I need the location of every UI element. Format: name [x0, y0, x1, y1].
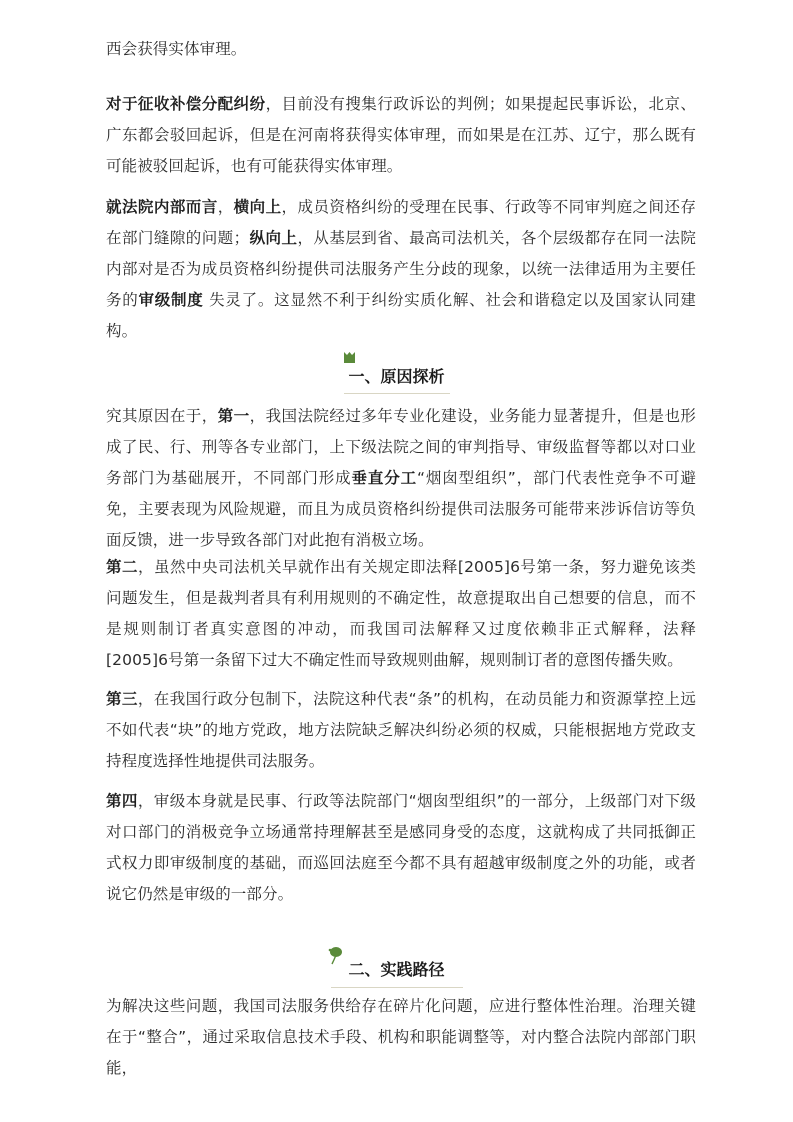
section-title: 一、原因探析	[348, 367, 445, 386]
paragraph-text: ，成员资格纠纷的受理在民事、行政等不同审判庭之间还存在部门缝隙的问题；	[106, 198, 696, 247]
green-flag-icon	[343, 351, 356, 364]
paragraph-court-internal	[106, 192, 696, 347]
bold-lead: 第四	[106, 792, 138, 810]
paragraph-reason-one	[106, 401, 696, 556]
paragraph-text: “烟囱型组织”，部门代表性竞争不可避免，主要表现为风险规避，而且为成员资格纠纷提供司法服务可能带来涉诉信访等负面反馈，进一步导致各部门对此抱有消极立场。	[106, 469, 696, 549]
bold-lead: 第一	[217, 407, 250, 425]
paragraph-text: ，虽然中央司法机关早就作出有关规定即法释[2005]6号第一条，努力避免该类问题发生，但是裁判者具有利用规则的不确定性，故意提取出自己想要的信息，而不是规则制订者真实意图的冲动，而我国司法解释又过度依赖非正式解释，法释[2005]6号第一条留下过大不确定性而导致规则曲解，规则制订者的意图传播失败。	[106, 558, 696, 669]
paragraph-text: 为解决这些问题，我国司法服务供给存在碎片化问题，应进行整体性治理。治理关键在于“整合”，通过采取信息技术手段、机构和职能调整等，对内整合法院内部部门职能，	[106, 997, 696, 1077]
paragraph-text: 失灵了。这显然不利于纠纷实质化解、社会和谐稳定以及国家认同建构。	[106, 291, 696, 340]
bold-lead: 对于征收补偿分配纠纷	[106, 95, 266, 113]
paragraph-compensation-disputes	[106, 89, 696, 182]
paragraph-reason-four	[106, 786, 696, 910]
paragraph-reason-two	[106, 552, 696, 676]
heading-underline	[344, 393, 450, 394]
bold-lead: 第三	[106, 690, 138, 708]
bold-lead: 第二	[106, 558, 138, 576]
heading-underline	[331, 987, 463, 988]
paragraph-text: ，我国法院经过多年专业化建设，业务能力显著提升，但是也形成了民、行、刑等各专业部门，上下级法院之间的审判指导、审级监督等都以对口业务部门为基础展开，不同部门形成	[106, 407, 696, 487]
paragraph-text: ，在我国行政分包制下，法院这种代表“条”的机构，在动员能力和资源掌控上远不如代表“块”的地方党政，地方法院缺乏解决纠纷必须的权威，只能根据地方党政支持程度选择性地提供司法服务。	[106, 690, 696, 770]
bold-term: 审级制度	[138, 291, 204, 309]
paragraph-text: 究其原因在于，	[106, 407, 218, 425]
section-title: 二、实践路径	[348, 960, 445, 979]
paragraph-practice-intro	[106, 991, 696, 1084]
paragraph-text: 西会获得实体审理。	[106, 40, 247, 58]
bold-lead-horizontal: 横向上	[233, 198, 282, 216]
paragraph-text: ，目前没有搜集行政诉讼的判例；如果提起民事诉讼，北京、广东都会驳回起诉，但是在河南将获得实体审理，而如果是在江苏、辽宁，那么既有可能被驳回起诉，也有可能获得实体审理。	[106, 95, 696, 175]
bold-lead-vertical: 纵向上	[249, 229, 298, 247]
separator: ，	[217, 198, 234, 216]
paragraph-text: ，从基层到省、最高司法机关，各个层级都存在同一法院内部对是否为成员资格纠纷提供司法服务产生分歧的现象，以统一法律适用为主要任务的	[106, 229, 696, 309]
bold-lead: 就法院内部而言	[106, 198, 218, 216]
paragraph-text: ，审级本身就是民事、行政等法院部门“烟囱型组织”的一部分，上级部门对下级对口部门的消极竞争立场通常持理解甚至是感同身受的态度，这就构成了共同抵御正式权力即审级制度的基础，而巡回法庭至今都不具有超越审级制度之外的功能，或者说它仍然是审级的一部分。	[106, 792, 696, 903]
section-heading-row	[0, 364, 793, 387]
paragraph-reason-three	[106, 684, 696, 777]
paragraph-intro-tail	[106, 34, 696, 65]
section-heading-row	[0, 957, 793, 980]
bold-term: 垂直分工	[351, 469, 418, 487]
